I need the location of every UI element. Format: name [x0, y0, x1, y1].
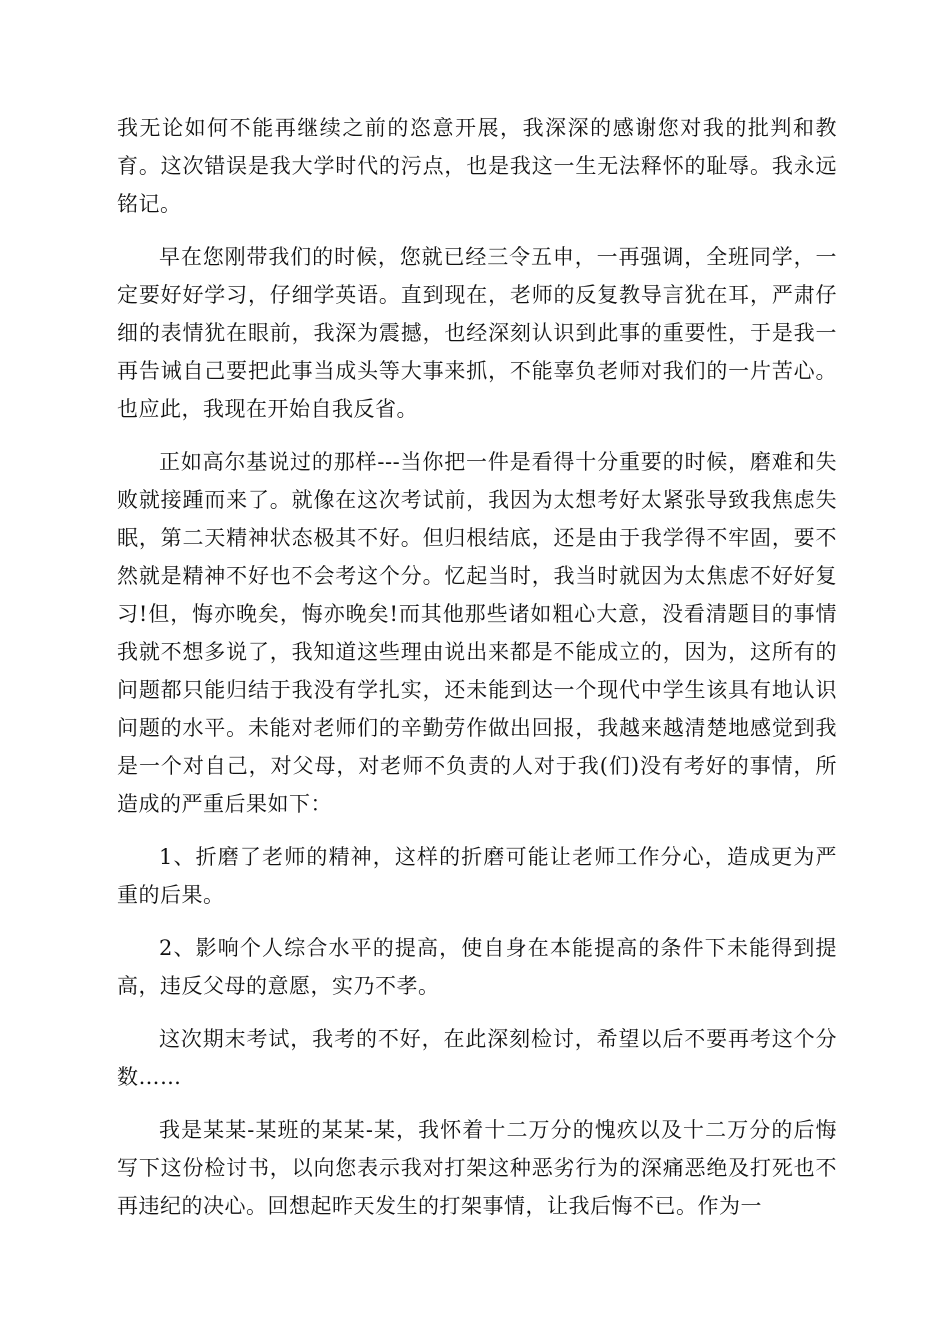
paragraph-2: 早在您刚带我们的时候，您就已经三令五申，一再强调，全班同学，一定要好好学习，仔细学英语。直到现在，老师的反复教导言犹在耳，严肃仔细的表情犹在眼前，我深为震撼，也经深刻认识到此事的重要性，于是我一再告诫自己要把此事当成头等大事来抓，不能辜负老师对我们的一片苦心。也应此，我现在开始自我反省。	[117, 245, 837, 421]
list-item-1: 1、折磨了老师的精神，这样的折磨可能让老师工作分心，造成更为严重的后果。	[117, 845, 837, 907]
paragraph-3: 正如高尔基说过的那样---当你把一件是看得十分重要的时候，磨难和失败就接踵而来了。就像在这次考试前，我因为太想考好太紧张导致我焦虑失眠，第二天精神状态极其不好。但归根结底，还是由于我学得不牢固，要不然就是精神不好也不会考这个分。忆起当时，我当时就因为太焦虑不好好复习!但，悔亦晚矣，悔亦晚矣!而其他那些诸如粗心大意，没看清题目的事情我就不想多说了，我知道这些理由说出来都是不能成立的，因为，这所有的问题都只能归结于我没有学扎实，还未能到达一个现代中学生该具有地认识问题的水平。未能对老师们的辛勤劳作做出回报，我越来越清楚地感觉到我是一个对自己，对父母，对老师不负责的人对于我(们)没有考好的事情，所造成的严重后果如下：	[117, 450, 837, 816]
paragraph-fight-review: 我是某某-某班的某某-某，我怀着十二万分的愧疚以及十二万分的后悔写下这份检讨书，以向您表示我对打架这种恶劣行为的深痛恶绝及打死也不再违纪的决心。回想起昨天发生的打架事情，让我后悔不已。作为一	[117, 1118, 837, 1218]
document-body	[117, 109, 837, 1240]
list-item-2: 2、影响个人综合水平的提高，使自身在本能提高的条件下未能得到提高，违反父母的意愿，实乃不孝。	[117, 936, 837, 998]
paragraph-1: 我无论如何不能再继续之前的恣意开展，我深深的感谢您对我的批判和教育。这次错误是我大学时代的污点，也是我这一生无法释怀的耻辱。我永远铭记。	[117, 116, 837, 216]
paragraph-exam-review: 这次期末考试，我考的不好，在此深刻检讨，希望以后不要再考这个分数……	[117, 1027, 837, 1089]
